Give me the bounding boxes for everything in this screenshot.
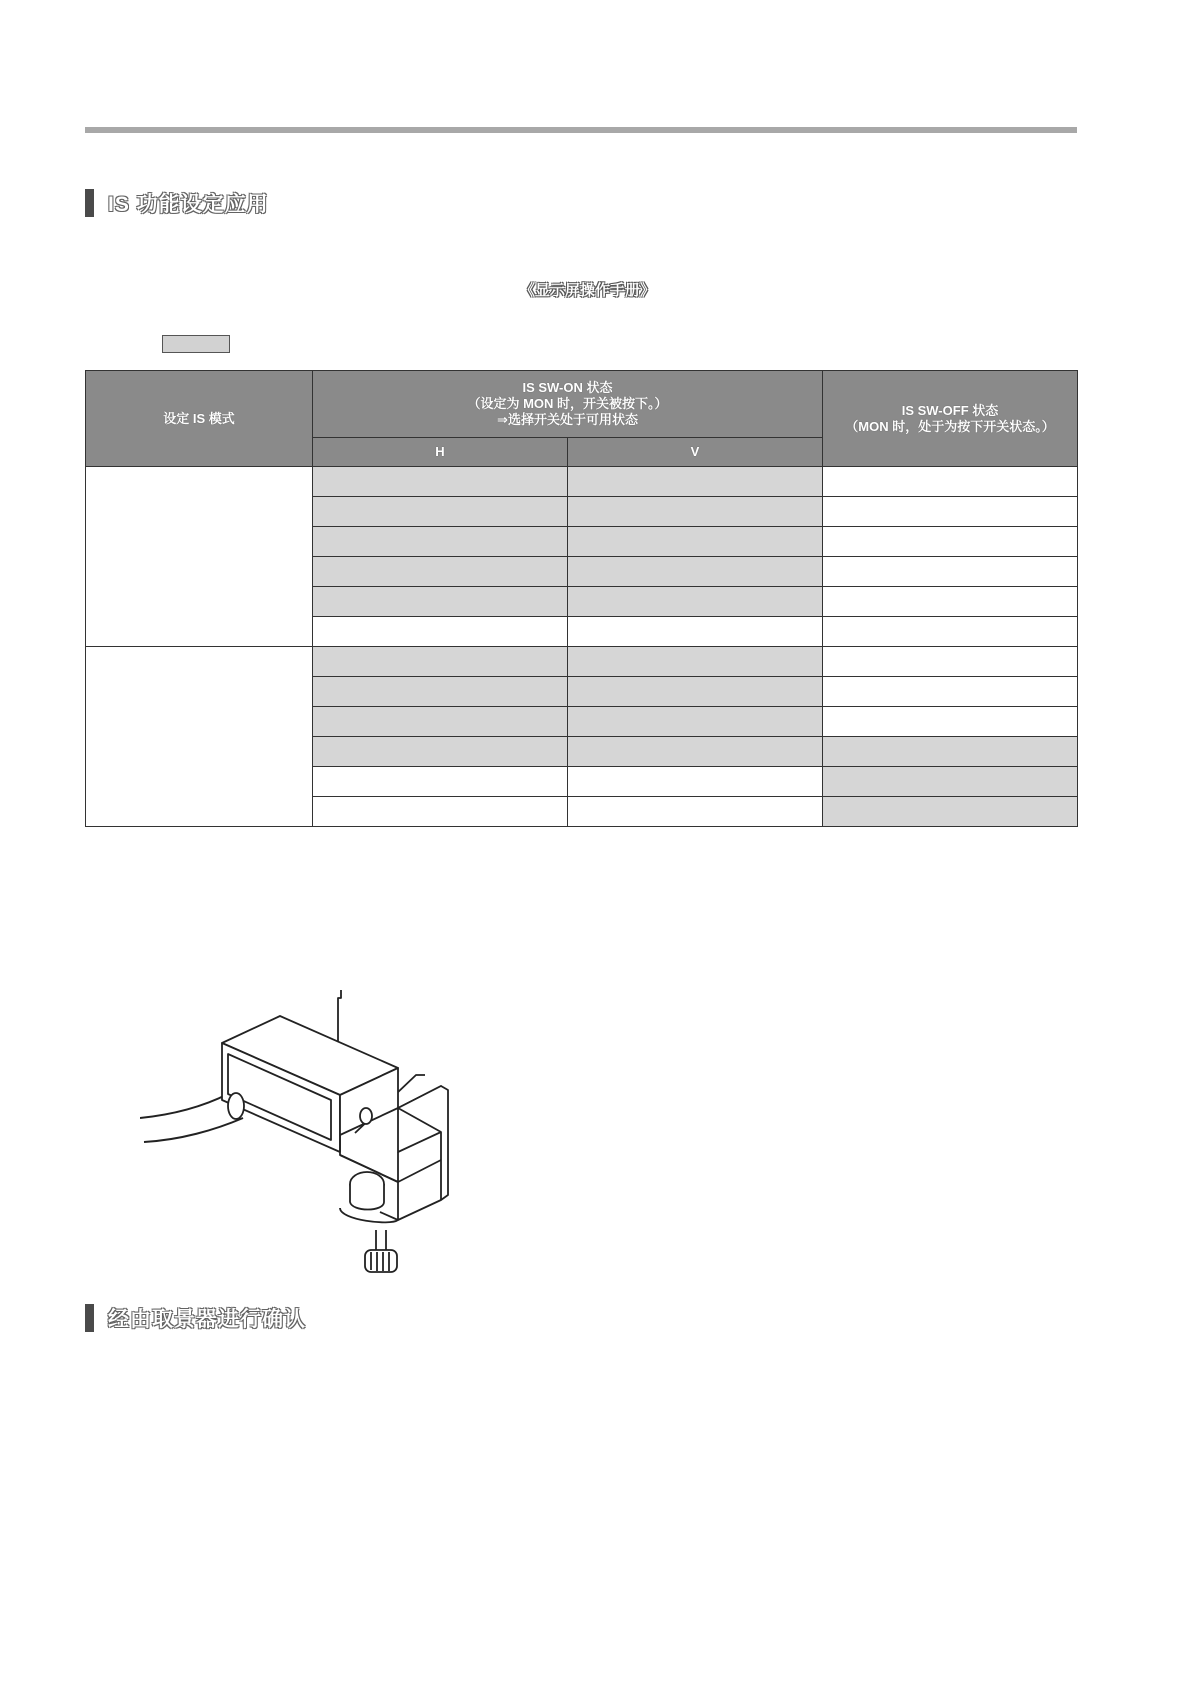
- cell-v: [568, 767, 823, 797]
- cell-v: [568, 737, 823, 767]
- header-sw-off: [823, 371, 1078, 467]
- cell-h: [313, 617, 568, 647]
- cell-h: [313, 467, 568, 497]
- cell-off: [823, 677, 1078, 707]
- cell-h: [313, 797, 568, 827]
- screw-hole: [360, 1108, 372, 1124]
- sw-off-line2: （MON 时，处于为按下开关状态。）: [845, 418, 1055, 434]
- cell-v: [568, 467, 823, 497]
- sw-on-line2: （设定为 MON 时，开关被按下。）: [467, 396, 668, 411]
- header-col-h: H: [313, 438, 568, 467]
- sw-off-line1: IS SW-OFF 状态: [901, 402, 999, 418]
- remote-clamp-illustration: [140, 990, 485, 1280]
- sw-on-line1: IS SW-ON 状态: [522, 380, 613, 395]
- cell-h: [313, 527, 568, 557]
- cell-v: [568, 587, 823, 617]
- cell-off: [823, 527, 1078, 557]
- cell-off: [823, 587, 1078, 617]
- section-heading-viewfinder: [85, 1304, 306, 1332]
- table-row: [86, 647, 1078, 677]
- header-sw-on: [313, 371, 823, 438]
- cable-end: [228, 1093, 244, 1119]
- cell-v: [568, 527, 823, 557]
- cell-v: [568, 617, 823, 647]
- cell-h: [313, 647, 568, 677]
- cell-v: [568, 497, 823, 527]
- cell-off: [823, 467, 1078, 497]
- cell-off: [823, 737, 1078, 767]
- cell-v: [568, 557, 823, 587]
- header-mode-label: 设定 IS 模式: [163, 410, 235, 426]
- top-rule: [85, 127, 1077, 133]
- section-title: IS 功能设定应用: [108, 193, 269, 216]
- cell-h: [313, 737, 568, 767]
- cell-h: [313, 557, 568, 587]
- header-mode: [86, 371, 313, 467]
- cell-h: [313, 677, 568, 707]
- cell-off: [823, 767, 1078, 797]
- table-row: [86, 467, 1078, 497]
- cell-off: [823, 707, 1078, 737]
- cell-off: [823, 497, 1078, 527]
- manual-reference: 《显示屏操作手册》: [520, 282, 656, 299]
- cell-h: [313, 707, 568, 737]
- cell-off: [823, 617, 1078, 647]
- section-title: 经由取景器进行确认: [108, 1308, 306, 1331]
- cell-h: [313, 767, 568, 797]
- header-col-v: V: [568, 438, 823, 467]
- is-mode-table: [85, 370, 1078, 827]
- sw-on-line3: ⇒选择开关处于可用状态: [497, 412, 638, 427]
- cell-v: [568, 677, 823, 707]
- cell-off: [823, 647, 1078, 677]
- cell-v: [568, 647, 823, 677]
- section-heading-is-function: [85, 189, 269, 217]
- thumb-screw: [365, 1250, 397, 1272]
- cell-h: [313, 497, 568, 527]
- table-body: [86, 467, 1078, 827]
- cell-v: [568, 707, 823, 737]
- cable-upper: [140, 1094, 228, 1118]
- shading-legend-swatch: [162, 335, 230, 353]
- cell-v: [568, 797, 823, 827]
- heading-bar: [85, 1304, 94, 1332]
- mode-cell: [86, 647, 313, 827]
- cell-off: [823, 557, 1078, 587]
- heading-bar: [85, 189, 94, 217]
- cell-h: [313, 587, 568, 617]
- mode-cell: [86, 467, 313, 647]
- cell-off: [823, 797, 1078, 827]
- cable-lower: [144, 1118, 243, 1142]
- clamp-drawing: [140, 990, 485, 1280]
